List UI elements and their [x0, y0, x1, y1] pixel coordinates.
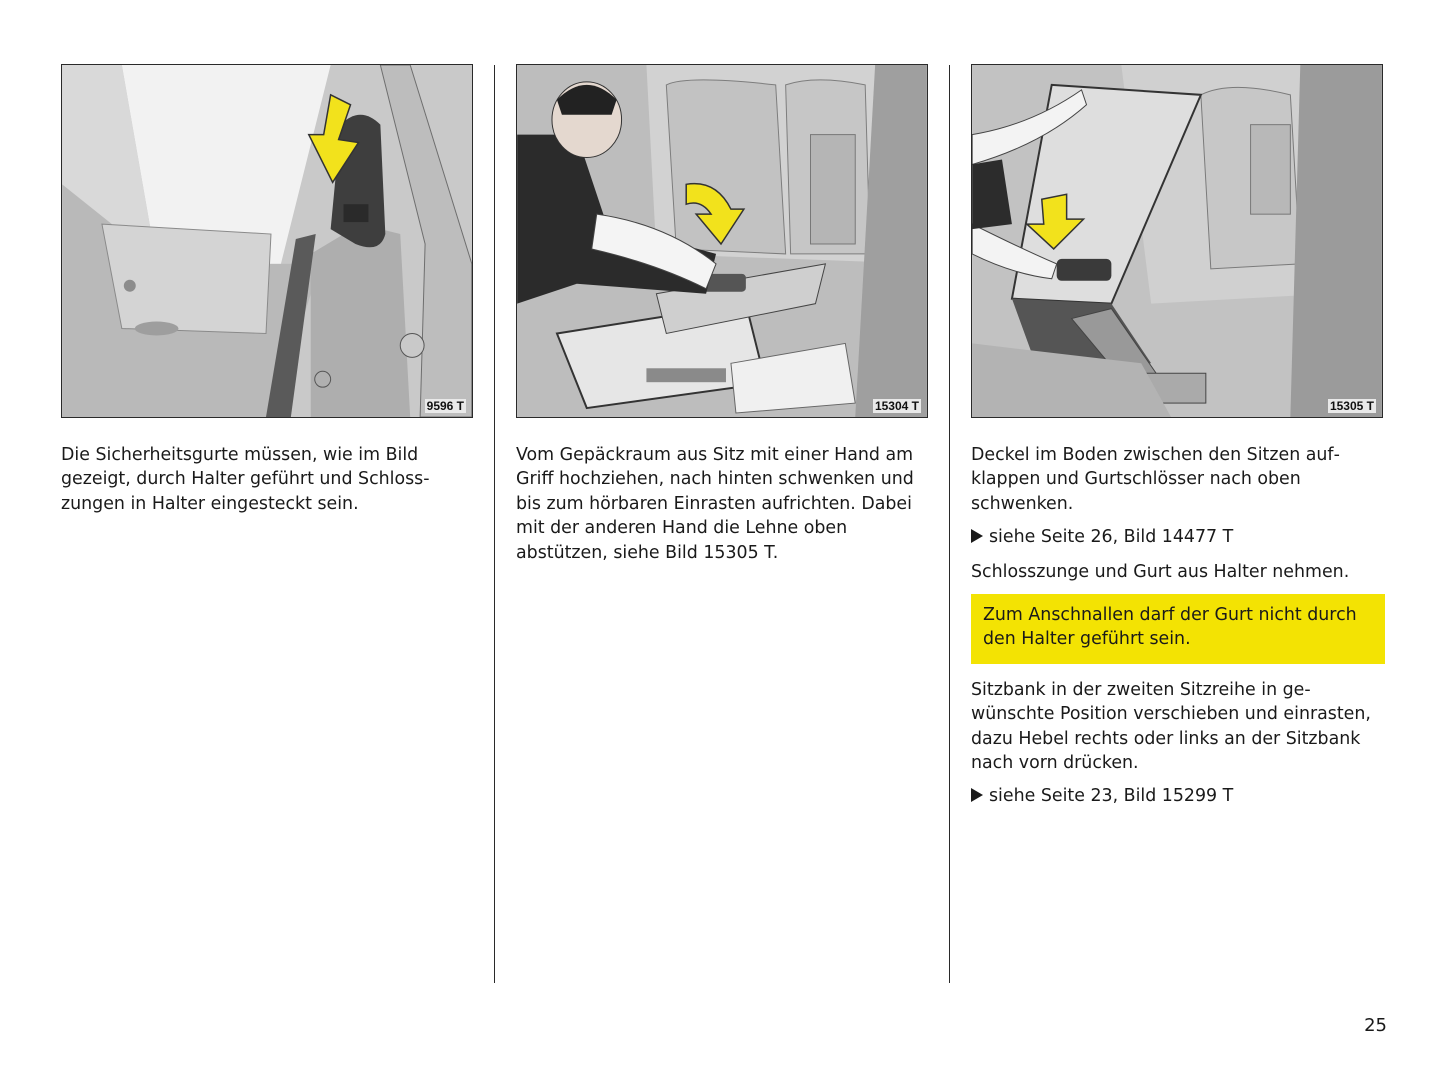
column-divider-left [494, 65, 495, 983]
warning-box [971, 594, 1385, 664]
column-divider-right [949, 65, 950, 983]
cross-reference [971, 525, 1385, 549]
column-1-text [61, 443, 473, 516]
triangle-bullet-icon [971, 529, 983, 543]
column-3-text [971, 443, 1385, 819]
cross-reference-text: siehe Seite 26, Bild 14477 T [989, 527, 1234, 548]
seat-lift-illustration [517, 65, 927, 417]
paragraph-bench-position: Sitzbank in der zweiten Sitzreihe in gewünschte Position verschieben und einrasten, dazu Hebel rechts oder links an der Sitzbank nach vorn drücken. [971, 679, 1371, 774]
page-number: 25 [1364, 1015, 1387, 1036]
figure-floor-cover [971, 64, 1383, 418]
paragraph-seat-lift: Vom Gepäckraum aus Sitz mit einer Hand am Griff hochziehen, nach hinten schwenken und bis zum hörbaren Einrasten aufrichten. Dabei mit der anderen Hand die Lehne oben abstützen, siehe Bild 15305 T. [516, 445, 914, 563]
figure-seat-lift [516, 64, 928, 418]
triangle-bullet-icon [971, 788, 983, 802]
cross-reference [971, 784, 1385, 808]
floor-cover-illustration [972, 65, 1382, 417]
figure-label: 15304 T [874, 399, 919, 413]
cross-reference-text: siehe Seite 23, Bild 15299 T [989, 786, 1234, 807]
column-2-text [516, 443, 928, 565]
belt-holder-illustration [62, 65, 472, 417]
figure-label: 15305 T [1329, 399, 1374, 413]
paragraph-floor-cover: Deckel im Boden zwischen den Sitzen aufklappen und Gurtschlösser nach oben schwenken. [971, 445, 1340, 514]
paragraph-belt-remove: Schlosszunge und Gurt aus Halter nehmen. [971, 561, 1350, 582]
warning-text: Zum Anschnallen darf der Gurt nicht durch den Halter geführt sein. [983, 605, 1357, 650]
figure-belt-holder [61, 64, 473, 418]
paragraph-belt-holder: Die Sicherheitsgurte müssen, wie im Bild gezeigt, durch Halter geführt und Schlosszungen in Halter eingesteckt sein. [61, 445, 430, 514]
figure-label: 9596 T [426, 399, 464, 413]
